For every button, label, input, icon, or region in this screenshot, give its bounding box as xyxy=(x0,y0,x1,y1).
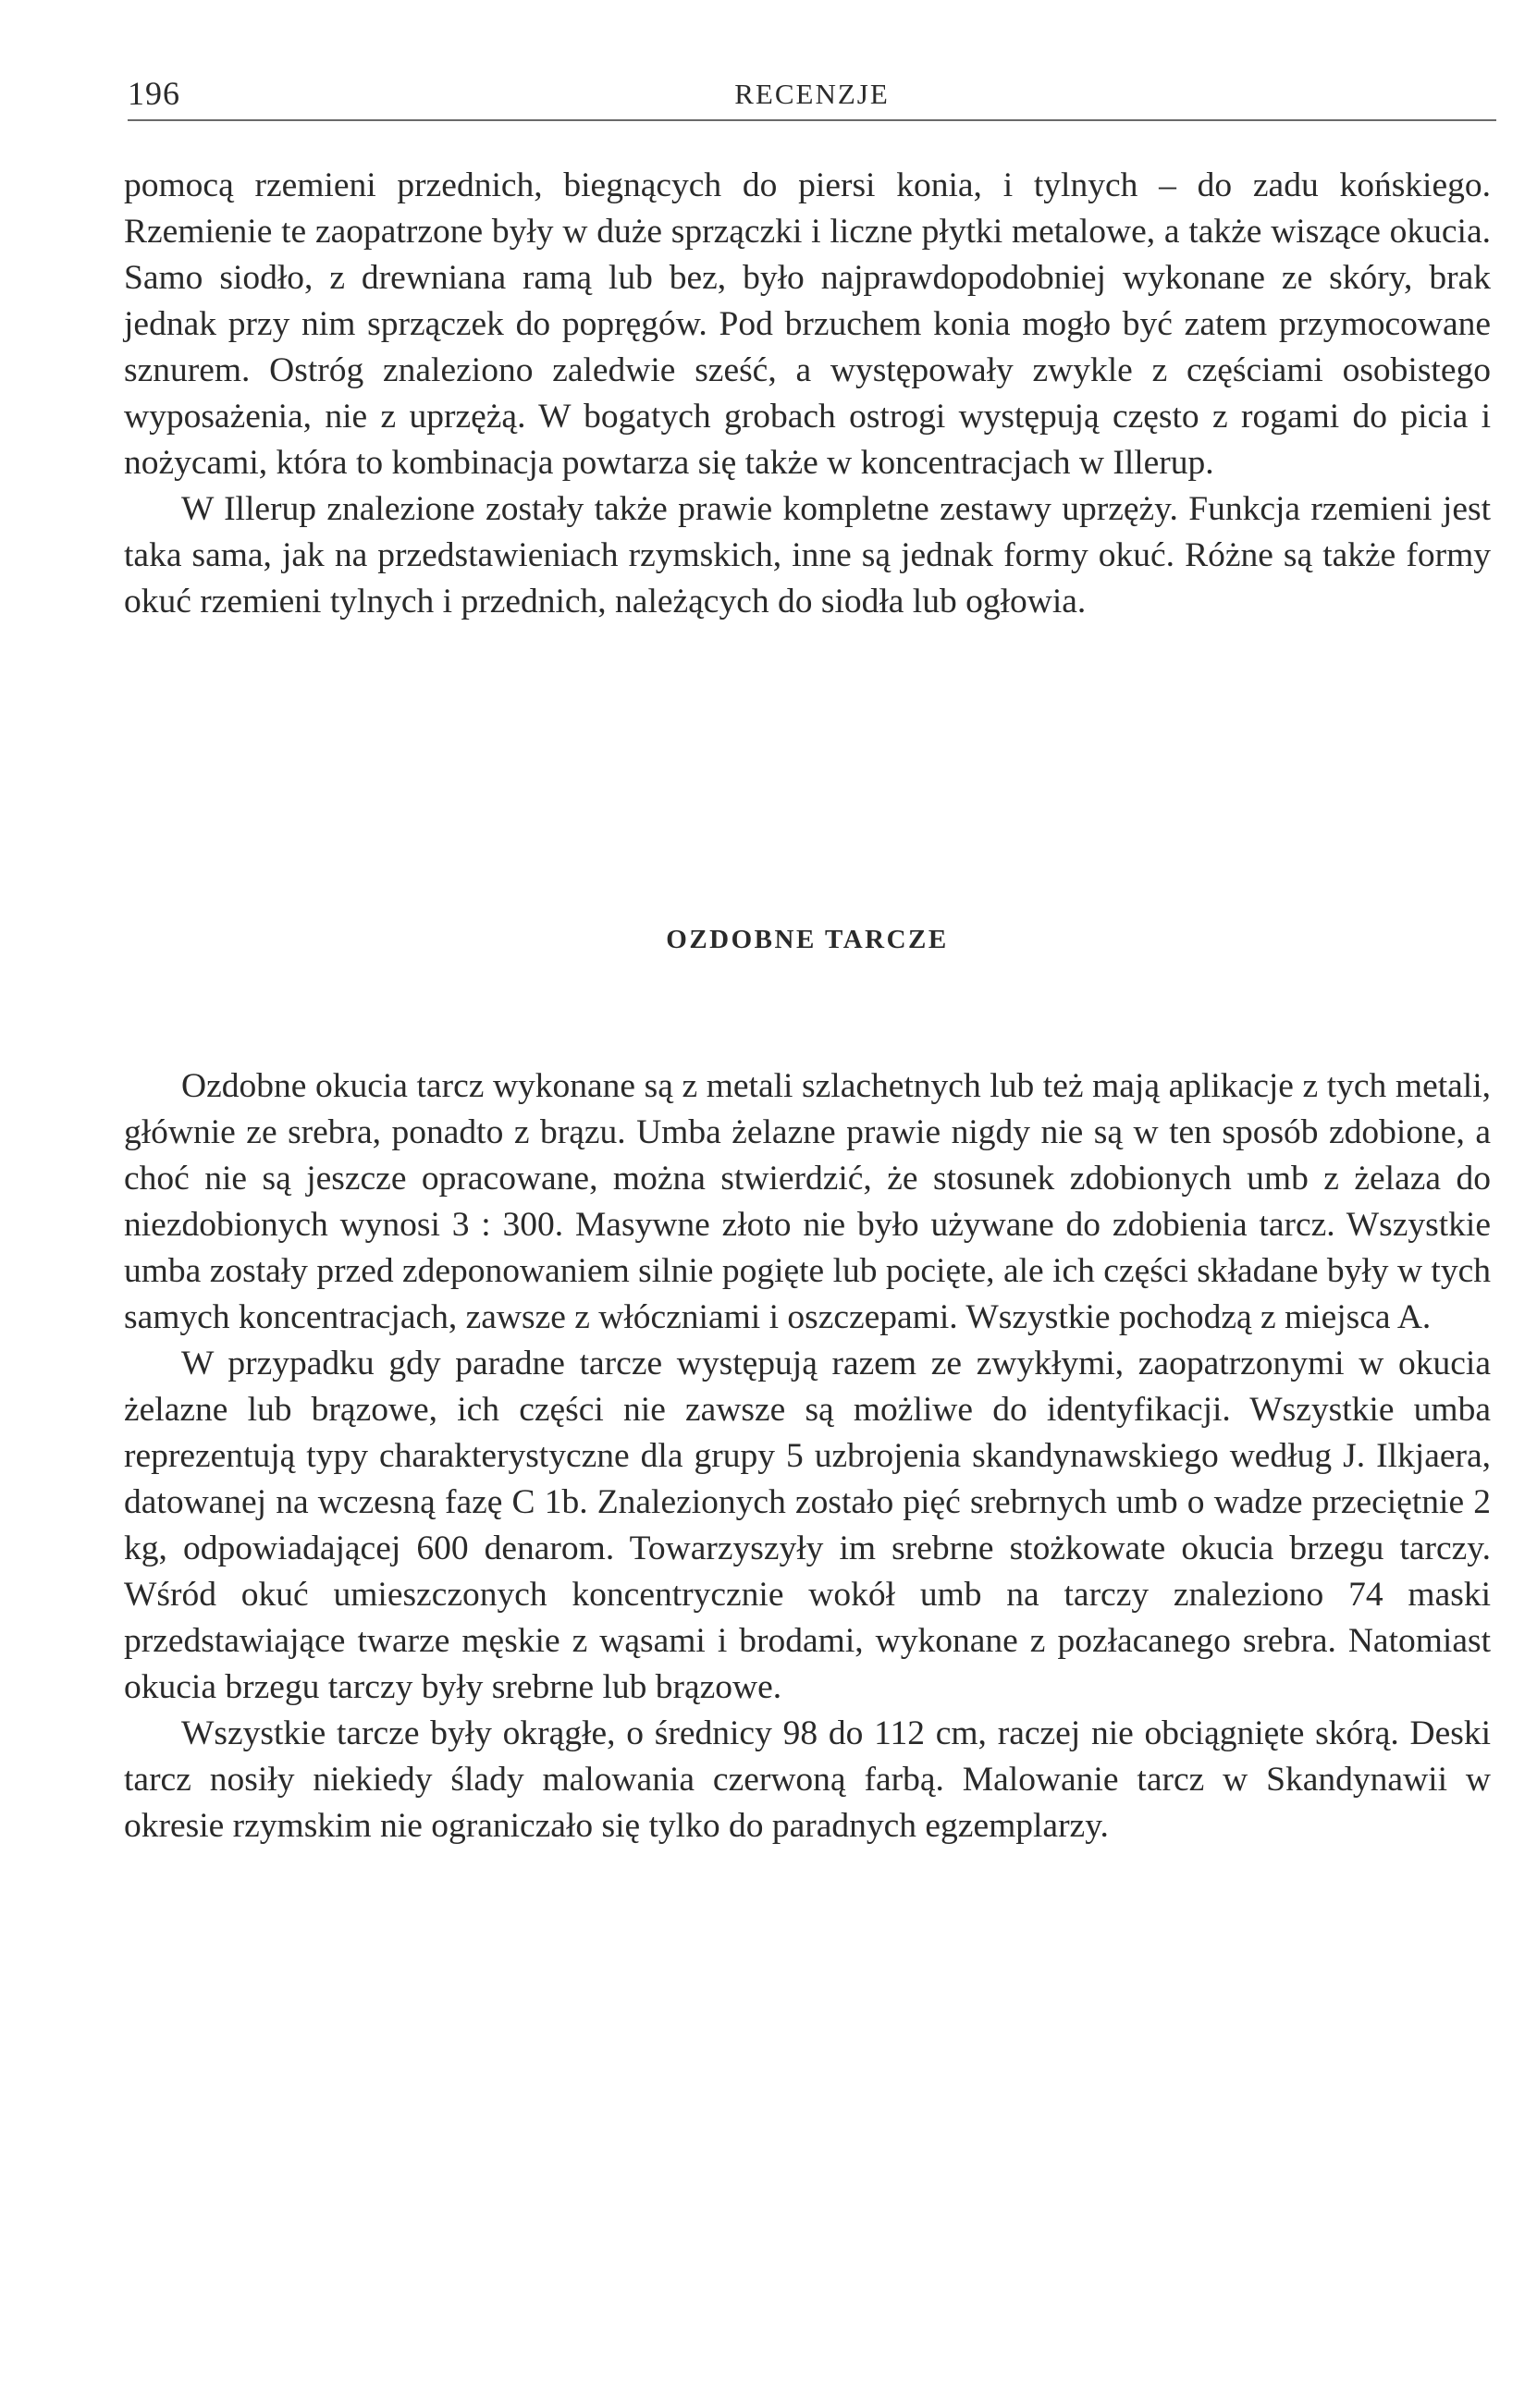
paragraph: Wszystkie tarcze były okrągłe, o średnicy 98 do 112 cm, raczej nie obciągnięte skórą. Deski tarcz nosiły niekiedy ślady malowania czerwoną farbą. Malowanie tarcz w Skandynawii w okresie rzymskim nie ograniczało się tylko do paradnych egzemplarzy. xyxy=(124,1714,1491,1845)
paragraph-continued: pomocą rzemieni przednich, biegnących do piersi konia, i tylnych – do zadu końskiego. Rzemienie te zaopatrzone były w duże sprzączki i liczne płytki metalowe, a także wiszące okucia. Samo siodło, z drewniana ramą lub bez, było najprawdopodobniej wykonane ze skóry, brak jednak przy nim sprzączek do popręgów. Pod brzuchem konia mogło być zatem przymocowane sznurem. Ostróg znaleziono zaledwie sześć, a występowały zwykle z częściami osobistego wyposażenia, nie z uprzężą. W bogatych grobach ostrogi występują często z rogami do picia i nożycami, która to kombinacja powtarza się także w koncentracjach w Illerup. xyxy=(124,166,1491,482)
header-rule xyxy=(128,119,1496,121)
running-head xyxy=(128,67,1496,122)
paragraph: Ozdobne okucia tarcz wykonane są z metali szlachetnych lub też mają aplikacje z tych metali, głównie ze srebra, ponadto z brązu. Umba żelazne prawie nigdy nie są w ten sposób zdobione, a choć nie są jeszcze opracowane, można stwierdzić, że stosunek zdobionych umb z żelaza do niezdobionych wynosi 3 : 300. Masywne złoto nie było używane do zdobienia tarcz. Wszystkie umba zostały przed zdeponowaniem silnie pogięte lub pocięte, ale ich części składane były w tych samych koncentracjach, zawsze z włóczniami i oszczepami. Wszystkie pochodzą z miejsca A. xyxy=(124,1067,1491,1336)
body-text-top xyxy=(124,163,1491,625)
running-title: RECENZJE xyxy=(734,78,890,110)
paragraph: W Illerup znalezione zostały także prawie kompletne zestawy uprzęży. Funkcja rzemieni jest taka sama, jak na przedstawieniach rzymskich, inne są jednak formy okuć. Różne są także formy okuć rzemieni tylnych i przednich, należących do siodła lub ogłowia. xyxy=(124,490,1491,620)
body-text-section xyxy=(124,1063,1491,1849)
paragraph: W przypadku gdy paradne tarcze występują razem ze zwykłymi, zaopatrzonymi w okucia żelazne lub brązowe, ich części nie zawsze są możliwe do identyfikacji. Wszystkie umba reprezentują typy charakterystyczne dla grupy 5 uzbrojenia skandynawskiego według J. Ilkjaera, datowanej na wczesną fazę C 1b. Znalezionych zostało pięć srebrnych umb o wadze przeciętnie 2 kg, odpowiadającej 600 denarom. Towarzyszyły im srebrne stożkowate okucia brzegu tarczy. Wśród okuć umieszczonych koncentrycznie wokół umb na tarczy znaleziono 74 maski przedstawiające twarze męskie z wąsami i brodami, wykonane z pozłacanego srebra. Natomiast okucia brzegu tarczy były srebrne lub brązowe. xyxy=(124,1345,1491,1706)
page-number: 196 xyxy=(128,75,180,112)
section-heading: OZDOBNE TARCZE xyxy=(666,925,949,954)
